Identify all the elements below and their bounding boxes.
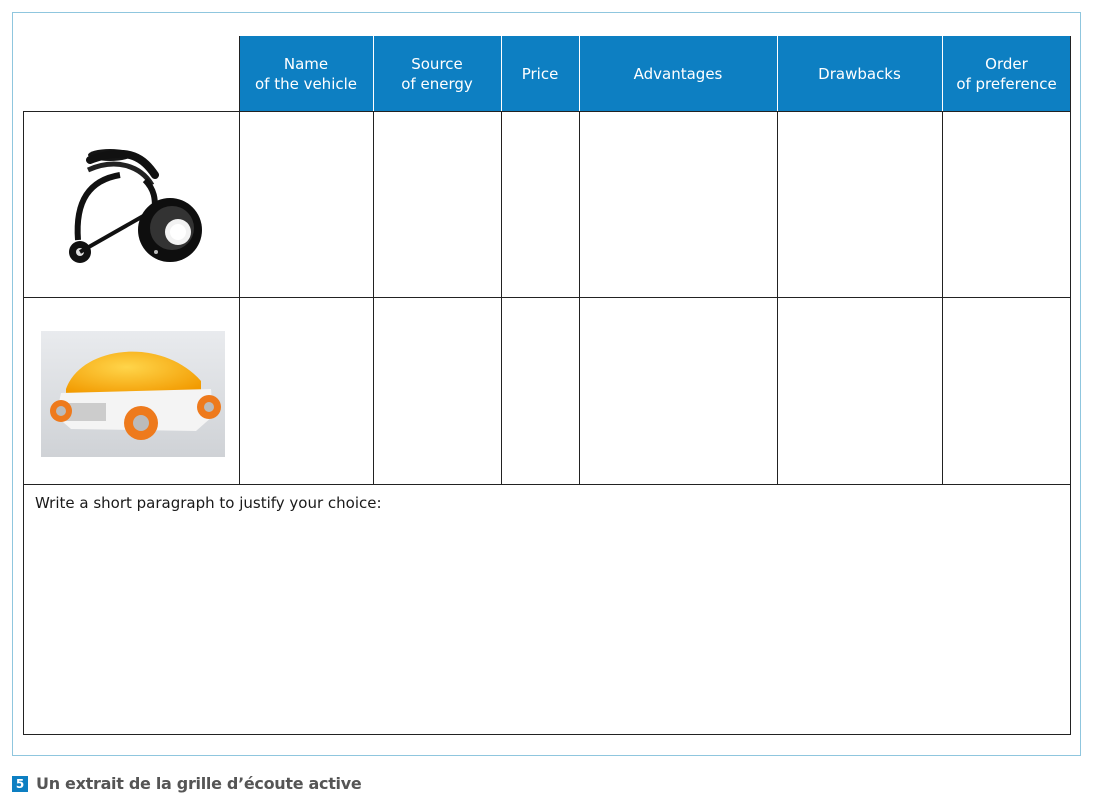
paragraph-answer-area[interactable] [24,515,1070,733]
grid-line [23,297,1071,298]
grid-line [373,111,374,485]
header-divider [373,36,374,111]
grid-line [579,111,580,485]
header-line: of preference [956,74,1057,93]
header-divider [579,36,580,111]
header-line: Drawbacks [818,64,901,83]
header-line: Advantages [633,64,723,83]
grid-line [23,111,1071,112]
paragraph-prompt: Write a short paragraph to justify your choice: [35,494,382,512]
header-price [501,36,579,111]
header-order-of-preference [942,36,1071,111]
header-drawbacks [777,36,942,111]
header-line: of energy [401,74,473,93]
header-line: Name [283,54,329,73]
grid-line [239,36,240,485]
header-divider [777,36,778,111]
header-source-of-energy [373,36,501,111]
grid-line [1070,36,1071,735]
grid-line [501,111,502,485]
orange-bubble-car-image [41,331,225,457]
header-divider [501,36,502,111]
header-advantages [579,36,777,111]
grid-line [777,111,778,485]
header-line: of the vehicle [254,74,358,93]
monowheel-vehicle-image [60,140,210,270]
grid-line [23,484,1071,485]
figure-number-badge: 5 [12,776,28,792]
grid-line [23,734,1071,735]
header-name-of-vehicle [239,36,373,111]
header-divider [942,36,943,111]
header-line: Price [521,64,559,83]
header-line: Order [985,54,1028,73]
header-line: Source [411,54,463,73]
figure-caption: Un extrait de la grille d’écoute active [36,774,362,793]
grid-line [942,111,943,485]
